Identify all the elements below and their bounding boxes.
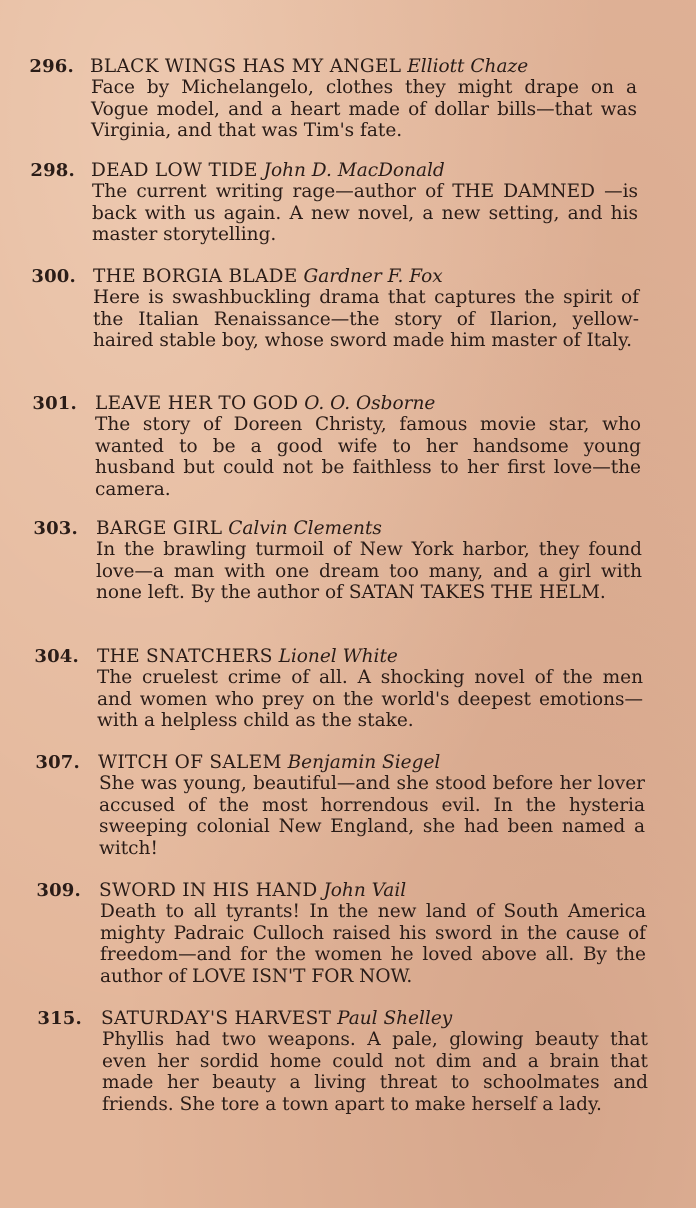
book-number: 301. (32, 393, 77, 414)
book-heading (101, 1008, 452, 1029)
book-heading (93, 266, 443, 287)
book-author: Benjamin Siegel (287, 752, 441, 773)
book-number: 307. (35, 752, 80, 773)
book-author: Gardner F. Fox (303, 266, 443, 287)
book-description: Face by Michelangelo, clothes they might drape on a Vogue model, and a heart made of dollar bills—that was Virginia, and that was Tim's fate. (91, 77, 637, 141)
book-title: THE BORGIA BLADE (93, 266, 298, 287)
book-description: In the brawling turmoil of New York harbor, they found love—a man with one dream too many, and a girl with none left. By the author of SATAN TAKES THE HELM. (96, 539, 642, 603)
book-number: 304. (34, 646, 79, 667)
book-description: The cruelest crime of all. A shocking novel of the men and women who prey on the world's deepest emotions—with a helpless child as the stake. (97, 667, 643, 731)
book-author: John D. MacDonald (263, 160, 445, 181)
book-title: BLACK WINGS HAS MY ANGEL (90, 56, 402, 77)
book-title: DEAD LOW TIDE (91, 160, 258, 181)
book-number: 300. (31, 266, 76, 287)
book-description: Death to all tyrants! In the new land of South America mighty Padraic Culloch raised his sword in the cause of freedom—and for the women he loved above all. By the author of LOVE ISN'T FOR NOW. (100, 901, 646, 987)
book-heading (91, 160, 445, 181)
book-description: The story of Doreen Christy, famous movie star, who wanted to be a good wife to her handsome young husband but could not be faithless to her first love—the camera. (95, 414, 641, 500)
book-title: LEAVE HER TO GOD (95, 393, 299, 414)
book-title: WITCH OF SALEM (98, 752, 282, 773)
book-number: 315. (37, 1008, 82, 1029)
book-author: Lionel White (278, 646, 398, 667)
book-title: THE SNATCHERS (97, 646, 273, 667)
book-heading (99, 880, 406, 901)
book-author: Calvin Clements (228, 518, 382, 539)
book-number: 309. (36, 880, 81, 901)
book-author: Elliott Chaze (407, 56, 529, 77)
book-author: John Vail (323, 880, 407, 901)
book-heading (97, 646, 398, 667)
book-title: SWORD IN HIS HAND (99, 880, 318, 901)
book-author: O. O. Osborne (304, 393, 436, 414)
book-number: 303. (33, 518, 78, 539)
book-description: Phyllis had two weapons. A pale, glowing beauty that even her sordid home could not dim and a brain that made her beauty a living threat to schoolmates and friends. She tore a town apart to make herself a lady. (102, 1029, 648, 1115)
book-author: Paul Shelley (337, 1008, 453, 1029)
book-heading (98, 752, 440, 773)
book-title: BARGE GIRL (96, 518, 223, 539)
book-number: 296. (29, 56, 74, 77)
book-number: 298. (30, 160, 75, 181)
book-heading (90, 56, 528, 77)
book-title: SATURDAY'S HARVEST (101, 1008, 332, 1029)
book-heading (95, 393, 435, 414)
book-description: She was young, beautiful—and she stood before her lover accused of the most horrendous evil. In the hysteria sweeping colonial New England, she had been named a witch! (99, 773, 645, 859)
book-heading (96, 518, 382, 539)
book-description: Here is swashbuckling drama that captures the spirit of the Italian Renaissance—the story of Ilarion, yellow-haired stable boy, whose sword made him master of Italy. (93, 287, 639, 351)
book-description: The current writing rage—author of THE DAMNED —is back with us again. A new novel, a new setting, and his master storytelling. (92, 181, 638, 245)
